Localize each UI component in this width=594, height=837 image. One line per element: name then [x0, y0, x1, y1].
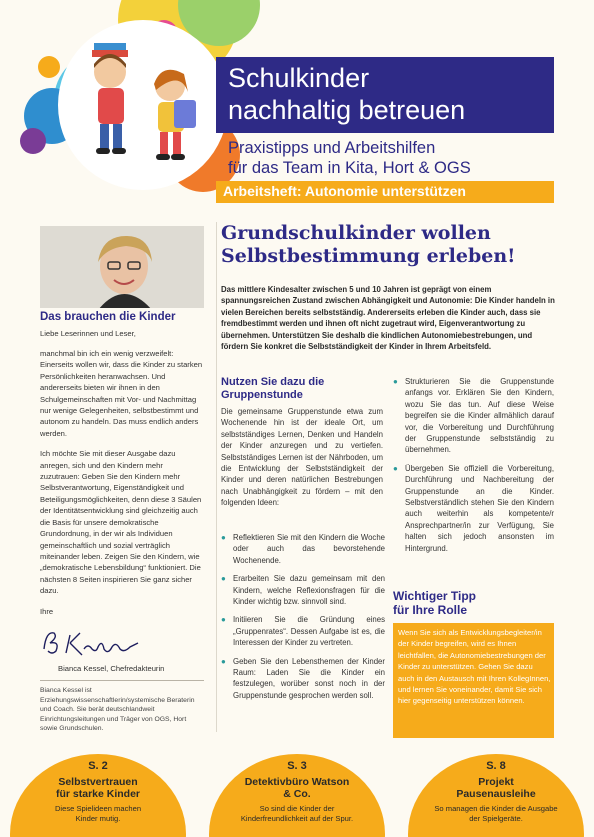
article-headline-line2: Selbstbestimmung erleben! [221, 245, 516, 267]
subtitle-line2: für das Team in Kita, Hort & OGS [228, 159, 471, 177]
list-item: ● Reflektieren Sie mit den Kindern die Woche oder auch das bevorstehende Wochenende. [221, 532, 385, 566]
editorial-paragraph: Ich möchte Sie mit dieser Ausgabe dazu anregen, sich und den Kindern mehr zuzutrauen: Geben Sie den Kindern mehr Selbstverantwortung, Eigenständigkeit und Beteiligungsmöglichkeiten, denn diese 3 Säulen der Identitätsentwicklung sind gleichzeitig auch die Basis für unsere demokratische Grundordnung, in der wir als Individuen gemeinschaftlich und sozial verträglich miteinander leben. Zeigen Sie den Kindern, wie „demokratische Lebensbildung“ funktioniert. Die nächsten 8 Seiten inspirieren Sie ganz sicher dazu. [40, 449, 202, 596]
teaser-desc-line1: So sind die Kinder der [259, 804, 335, 813]
teaser-title-line1: Detektivbüro Watson [244, 776, 350, 788]
children-illustration [58, 20, 228, 190]
editorial-closing: Ihre [40, 606, 54, 616]
section-heading-gruppenstunde [221, 376, 386, 402]
teaser-description [10, 804, 186, 824]
teaser-title-line2: & Co. [283, 788, 311, 800]
teaser-page-number: S. 8 [486, 760, 506, 772]
column-divider [216, 222, 217, 732]
author-note: Bianca Kessel ist Erziehungswissenschaftlerin/systemische Beraterin und Coach. Sie berät deutschlandweit Einrichtungsleitungen und Träger von OGS, Hort sowie Grundschulen. [40, 687, 195, 732]
teaser-title-line1: Projekt [478, 776, 514, 788]
editor-photo [40, 226, 204, 308]
teaser-desc-line2: der Spielgeräte. [469, 814, 523, 823]
teaser-title-line2: für starke Kinder [55, 788, 141, 800]
divider [40, 680, 204, 681]
deco-circle-yellow-small [38, 56, 60, 78]
masthead [0, 0, 594, 205]
teaser-page-number: S. 2 [88, 760, 108, 772]
article-intro: Das mittlere Kindesalter zwischen 5 und 10 Jahren ist geprägt von einem spannungsreichen Zustand zwischen Abhängigkeit und Autonomie: Die Kinder handeln in vielen Bereichen bereits selbstständig. Andererseits erleben die Kinder auch, dass sie fremdbestimmt werden und ihnen oft nicht zugetraut wird, Eigenverantwortung zu übernehmen. Unterstützen Sie deshalb die kindlichen Autonomiebestrebungen, und fördern Sie konkret die Selbstständigkeit der Kinder in Ihrem Arbeitsfeld. [221, 285, 555, 352]
contents-preview [0, 746, 594, 837]
section-heading-line1: Nutzen Sie dazu die [221, 376, 325, 388]
list-item: ● Strukturieren Sie die Gruppenstunde anfangs vor. Erklären Sie den Kindern, wozu Sie das tun. Auf diese Weise begreifen sie die Kinder allmählich darauf vor, die Vorbereitung und Durchführung der Gruppenstunde selbstständig zu übernehmen. [393, 376, 554, 456]
list-item: ● Geben Sie den Lebensthemen der Kinder Raum: Laden Sie die Kinder ein festzulegen, worüber sonst noch in der Gruppenstunde gesprochen werden soll. [221, 656, 385, 702]
tip-heading [393, 589, 554, 617]
issue-tag: Arbeitsheft: Autonomie unterstützen [223, 183, 466, 199]
idea-list-right [393, 376, 554, 561]
section-body: Die gemeinsame Gruppenstunde etwa zum Wochenende hin ist der ideale Ort, um selbstständiges Lernen, Denken und Handeln der Kinder anzuregen und zu vertiefen. Selbstständiges Lernen ist der Nährboden, um die Entwicklung der Selbstständigkeit der Kinder und deren natürlichen Bestrebungen nach Unabhängigkeit zu fördern – mit den folgenden Ideen: [221, 407, 383, 508]
teaser-title [209, 776, 385, 800]
tip-heading-line2: für Ihre Rolle [393, 603, 468, 617]
list-item: ● Initiieren Sie die Gründung eines „Gruppenrates“. Dessen Aufgabe ist es, die Interessen der Kinder zu vertreten. [221, 614, 385, 648]
teaser-title [408, 776, 584, 800]
editorial-salutation: Liebe Leserinnen und Leser, [40, 329, 136, 338]
subtitle-line1: Praxistipps und Arbeitshilfen [228, 139, 436, 157]
list-item: ● Übergeben Sie offiziell die Vorbereitung, Durchführung und Nachbereitung der Gruppenstunde an die Kinder. Selbstverständlich stehen Sie den Kindern auch weiterhin als kompetente/r Ansprechpartner/in zur Verfügung, Sie halten sich jedoch ansonsten im Hintergrund. [393, 463, 554, 554]
list-item: ● Erarbeiten Sie dazu gemeinsam mit den Kindern, welche Reflexionsfragen für die Kinder wichtig bzw. sinnvoll sind. [221, 573, 385, 607]
editorial-paragraph: manchmal bin ich ein wenig verzweifelt: Einerseits wollen wir, dass die Kinder zu starken Persönlichkeiten heranwachsen. Und andererseits bieten wir ihnen in den Schulgemeinschaften mit Vor- und Nachmittag nur wenige Gelegenheiten, selbstbestimmt und autonom zu handeln. Das muss endlich anders werden. [40, 349, 203, 438]
teaser-desc-line1: Diese Spielideen machen [54, 804, 142, 813]
teaser-desc-line2: Kinder mutig. [75, 814, 121, 823]
children-icon [58, 20, 228, 190]
idea-list-left [221, 532, 385, 708]
section-heading-line2: Gruppenstunde [221, 389, 303, 401]
tip-heading-line1: Wichtiger Tipp [393, 589, 477, 603]
editor-portrait-icon [40, 226, 204, 308]
tip-text: Wenn Sie sich als Entwicklungsbegleiter/in der Kinder begreifen, wird es Ihnen leichtfallen, die Autonomiebestrebungen der Kinder zu unterstützen. Gehen Sie dazu auch in den Austausch mit Ihren KollegInnen, und lernen Sie voneinander, damit Sie sich hier gegenseitig unterstützen können. [398, 628, 551, 706]
teaser-description [209, 804, 385, 824]
teaser-desc-line2: Kinderfreundlichkeit auf der Spur. [240, 814, 354, 823]
teaser-title [10, 776, 186, 800]
editorial-heading: Das brauchen die Kinder [40, 311, 176, 323]
teaser-description [408, 804, 584, 824]
signature-icon [40, 625, 150, 659]
article-headline [221, 222, 551, 268]
teaser-page-number: S. 3 [287, 760, 307, 772]
article-headline-line1: Grundschulkinder wollen [221, 222, 491, 244]
signer-name: Bianca Kessel, Chefredakteurin [58, 664, 165, 673]
editorial-body [40, 348, 204, 626]
teaser-title-line2: Pausenausleihe [456, 788, 536, 800]
teaser-title-line1: Selbstvertrauen [58, 776, 138, 788]
page-title-line2: nachhaltig betreuen [228, 95, 466, 125]
page-title-line1: Schulkinder [228, 63, 370, 93]
teaser-desc-line1: So managen die Kinder die Ausgabe [434, 804, 558, 813]
deco-circle-purple [20, 128, 46, 154]
